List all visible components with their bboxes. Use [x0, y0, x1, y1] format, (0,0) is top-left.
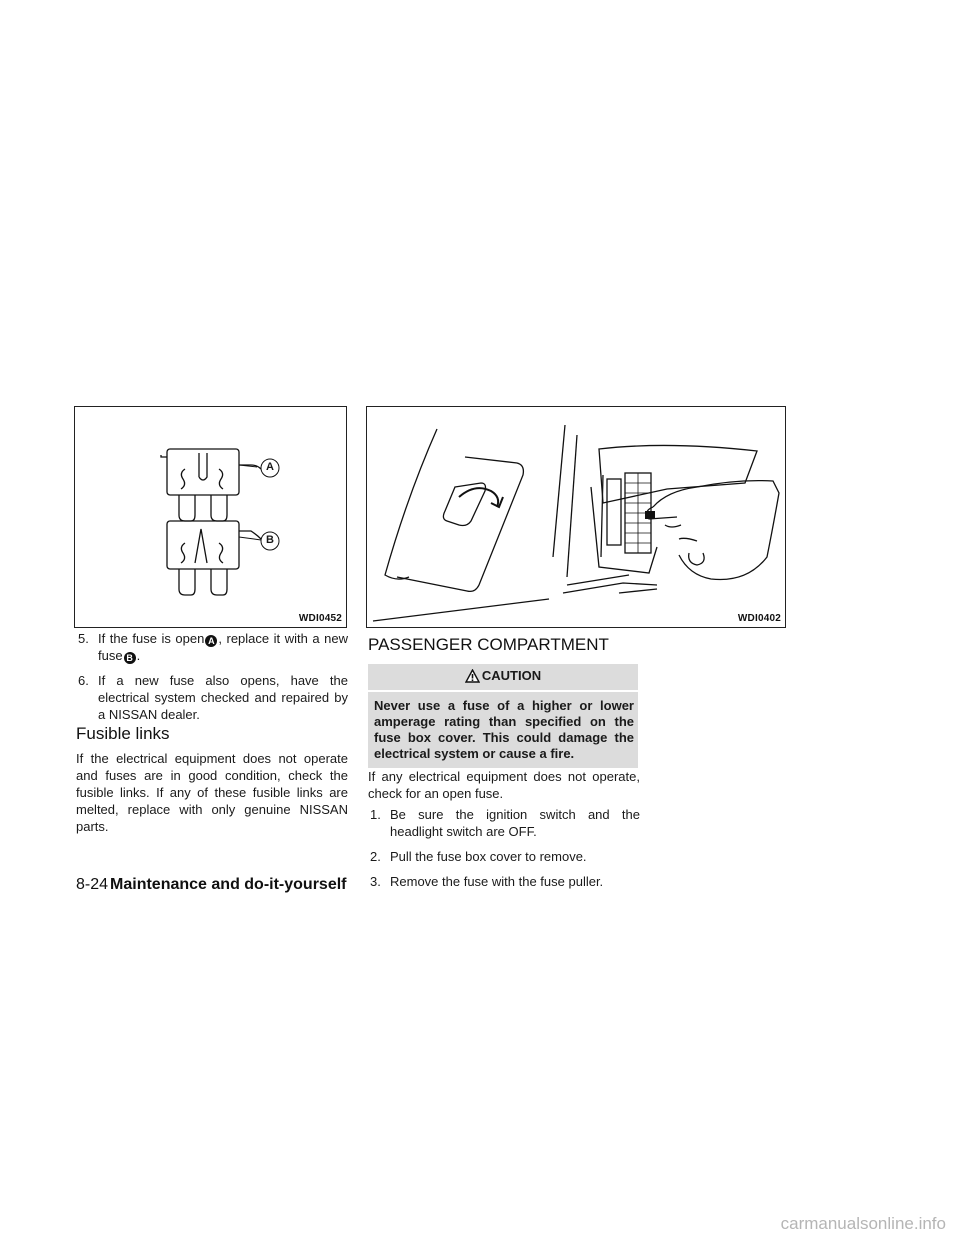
fuse-illustration: [75, 407, 348, 629]
page-footer: [76, 876, 347, 894]
step-text: If the fuse is open: [98, 631, 205, 646]
fusible-links-heading: Fusible links: [76, 724, 170, 743]
list-item: [76, 630, 348, 664]
caution-text: Never use a fuse of a higher or lower amperage rating than specified on the fuse box cover. This could damage the electrical system or cause a fire.: [374, 698, 634, 761]
passenger-compartment-heading: PASSENGER COMPARTMENT: [368, 635, 609, 654]
list-item: [368, 873, 640, 890]
page-number: 8-24: [76, 876, 109, 893]
figure-fuse-box: [366, 406, 786, 628]
callout-b-marker: B: [124, 652, 136, 664]
caution-box: [368, 664, 638, 768]
figure-code: WDI0452: [298, 613, 342, 624]
step-number: 3.: [370, 874, 381, 889]
step-text: Remove the fuse with the fuse puller.: [390, 874, 604, 889]
list-item: [368, 806, 640, 840]
step-number: 6.: [78, 673, 89, 688]
step-number: 2.: [370, 849, 381, 864]
passenger-steps-list: [368, 806, 640, 898]
intro-text: If any electrical equipment does not operate, check for an open fuse.: [368, 769, 640, 801]
list-item: [76, 672, 348, 723]
step-text: .: [136, 648, 141, 663]
caution-header: [368, 664, 638, 692]
step-text: Be sure the ignition switch and the headlight switch are OFF.: [390, 807, 640, 839]
callout-a-marker: A: [205, 635, 217, 647]
fusible-links-text: If the electrical equipment does not operate and fuses are in good condition, check the fusible links. If any of these fusible links are melted, replace with only genuine NISSAN parts.: [76, 751, 348, 834]
fuse-a-callout: A: [266, 461, 274, 473]
step-text: , replace it with a new fuse: [98, 631, 348, 663]
figure-code: WDI0402: [737, 613, 781, 624]
list-item: [368, 848, 640, 865]
step-text: If a new fuse also opens, have the electrical system checked and repaired by a NISSAN dealer.: [98, 673, 348, 722]
fuse-steps-list: [76, 630, 348, 731]
step-number: 5.: [78, 631, 89, 646]
step-text: Pull the fuse box cover to remove.: [390, 849, 587, 864]
warning-icon: [465, 669, 480, 687]
watermark-text: carmanualsonline.info: [780, 1214, 946, 1233]
section-title: Maintenance and do-it-yourself: [110, 876, 347, 893]
fuse-box-illustration: [367, 407, 787, 629]
figure-fuses: [74, 406, 347, 628]
step-number: 1.: [370, 807, 381, 822]
fuse-b-callout: B: [266, 534, 274, 546]
caution-title: CAUTION: [481, 668, 542, 683]
